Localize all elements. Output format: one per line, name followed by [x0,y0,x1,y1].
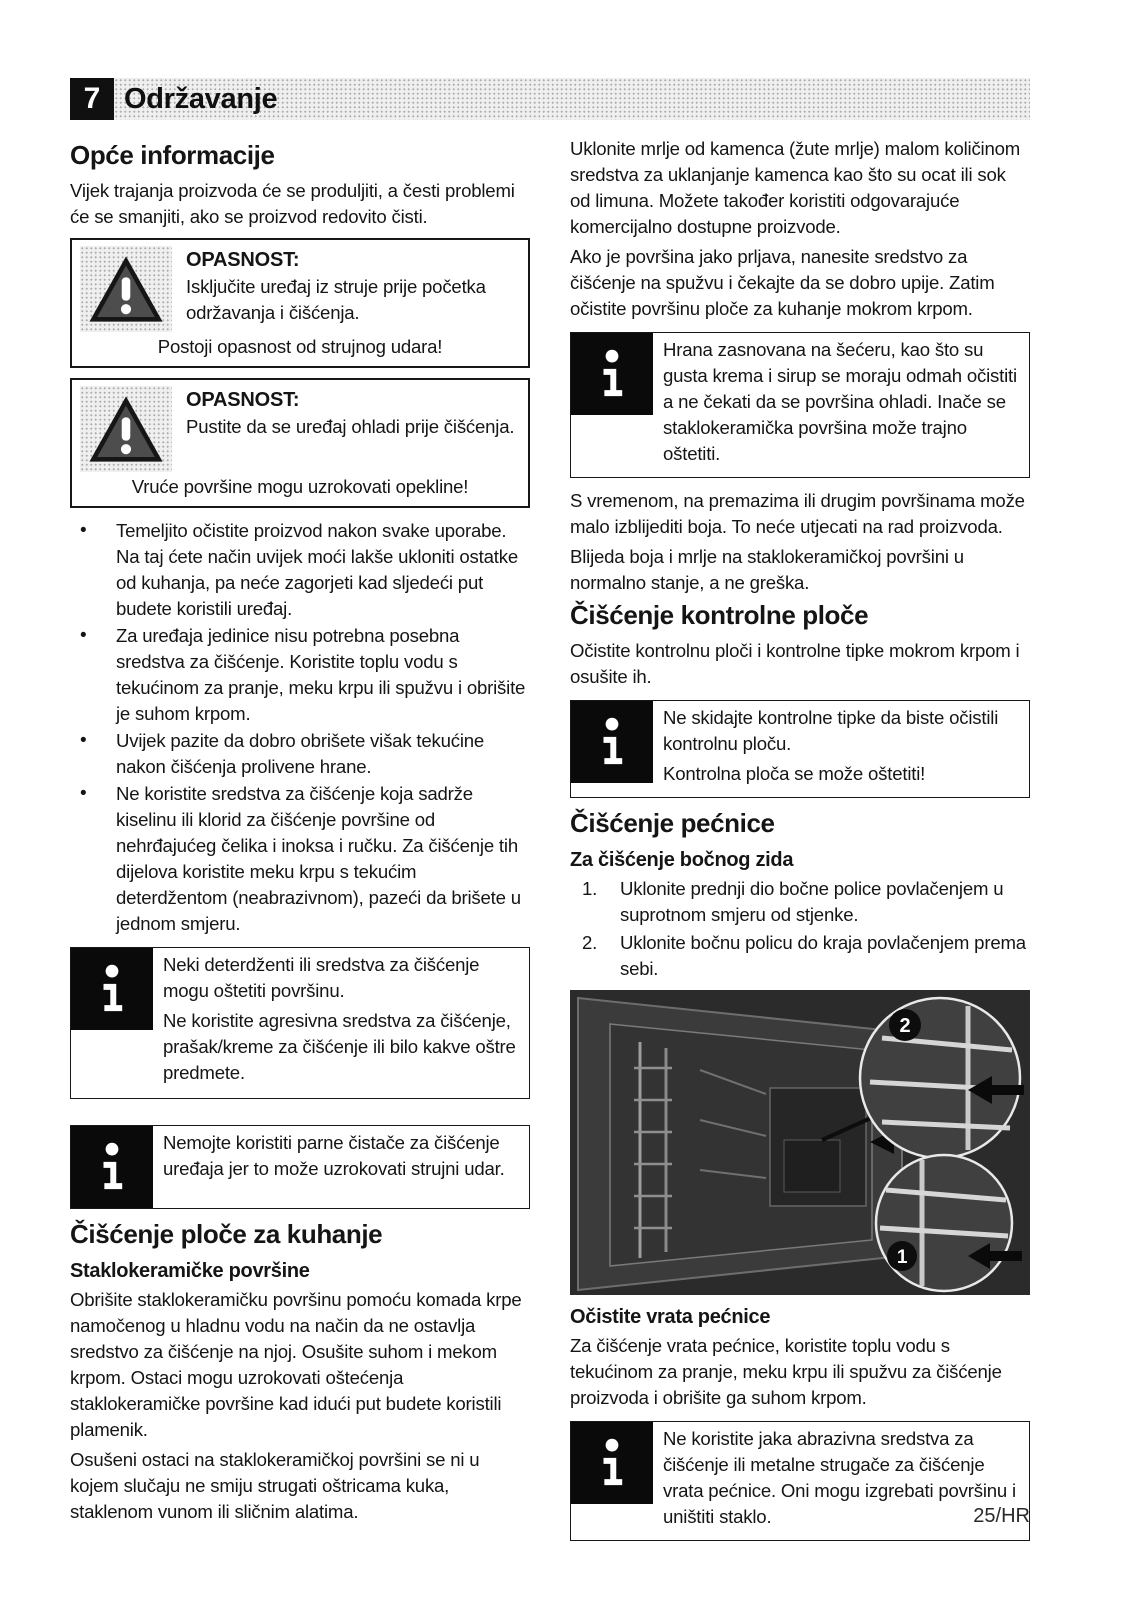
oven-cleaning-figure [570,990,1030,1295]
info-icon [71,948,153,1030]
step-number: 1. [582,878,598,899]
paragraph: Obrišite staklokeramičku površinu pomoću komada krpe namočenog u hladnu vodu na način da ne ostavlja sredstvo za čišćenje na njoj. Osušite suhom i mekom krpom. Ostaci mogu uzrokovati oštećenja staklokeramičke površine kad idući put budete koristili plamenik. [70,1289,522,1440]
danger-content [186,246,520,332]
step-number: 2. [582,932,598,953]
paragraph: S vremenom, na premazima ili drugim površinama može malo izblijediti boja. To neće utjecati na rad proizvoda. [570,490,1025,537]
paragraph: Očistite kontrolnu ploči i kontrolne tipke mokrom krpom i osušite ih. [570,640,1020,687]
chapter-number: 7 [70,78,114,120]
info-text [653,333,1029,477]
danger-content [186,386,520,472]
subheading-side-wall: Za čišćenje bočnog zida [570,849,794,871]
chapter-header [70,78,1030,120]
info-icon [71,1126,153,1208]
intro-paragraph: Vijek trajanja proizvoda će se produljiti, a česti problemi će se smanjiti, ako se proizvod redovito čisti. [70,180,515,227]
info-line: Ne koristite agresivna sredstva za čišćenje, prašak/kreme za čišćenje ili bilo kakve oštre predmete. [163,1010,516,1083]
danger-title: OPASNOST: [186,249,300,271]
list-item: • Za uređaja jedinice nisu potrebna posebna sredstva za čišćenje. Koristite toplu vodu s tekućinom za pranje, meku krpu ili spužvu i obrišite je suhom krpom. [70,623,530,727]
info-line: Ne koristite jaka abrazivna sredstva za čišćenje ili metalne strugače za čišćenje vrata pećnice. Oni mogu izgrebati površinu i uništiti staklo. [663,1428,1016,1527]
right-column [570,136,1030,1551]
warning-triangle-icon [80,246,172,332]
list-item: • Ne koristite sredstva za čišćenje koja sadrže kiselinu ili klorid za čišćenje površine od nehrđajućeg čelika i inoksa i ručku. Za čišćenje tih dijelova koristite meku krpu s tekućim deterdžentom (neabrazivnom), pazeći da brišete u jednom smjeru. [70,781,530,937]
section-heading-control-panel: Čišćenje kontrolne ploče [570,600,869,630]
step-item [570,876,1030,928]
info-box-detergents [70,947,530,1099]
danger-title: OPASNOST: [186,389,300,411]
step-text: Uklonite prednji dio bočne police povlačenjem u suprotnom smjeru od stjenke. [620,878,1004,925]
info-text [153,1126,529,1208]
info-box-steam-cleaners [70,1125,530,1209]
left-column [70,136,530,1551]
list-item: • Temeljito očistite proizvod nakon svake uporabe. Na taj ćete način uvijek moći lakše ukloniti ostatke od kuhanja, pa neće zagorjeti kad sljedeći put budete koristili uređaj. [70,518,530,622]
paragraph: Blijeda boja i mrlje na staklokeramičkoj površini u normalno stanje, a ne greška. [570,546,964,593]
info-line: Kontrolna ploča se može oštetiti! [663,763,926,784]
info-line: Ne skidajte kontrolne tipke da biste očistili kontrolnu ploču. [663,707,999,754]
danger-text: Isključite uređaj iz struje prije početka održavanja i čišćenja. [186,276,486,323]
section-heading-hob-cleaning: Čišćenje ploče za kuhanje [70,1219,383,1249]
magnifier-circle-bottom [876,1155,1012,1291]
info-text [153,948,529,1098]
info-icon [571,1422,653,1504]
warning-triangle-icon [80,386,172,472]
two-column-layout [70,136,1030,1551]
danger-note: Vruće površine mogu uzrokovati opekline! [131,476,469,497]
paragraph: Ako je površina jako prljava, nanesite sredstvo za čišćenje na spužvu i čekajte da se dobro upije. Zatim očistite površinu ploče za kuhanje mokrom krpom. [570,246,995,319]
cleaning-tips-list [70,518,530,937]
section-heading-oven-cleaning: Čišćenje pećnice [570,808,775,838]
step-item [570,930,1030,982]
danger-note: Postoji opasnost od strujnog udara! [157,336,443,357]
side-rack-steps [570,876,1030,982]
info-text [653,701,1029,797]
danger-text: Pustite da se uređaj ohladi prije čišćenja. [186,416,515,437]
info-box-door-abrasives [570,1421,1030,1541]
subheading-oven-door: Očistite vrata pećnice [570,1306,771,1328]
paragraph: Uklonite mrlje od kamenca (žute mrlje) malom količinom sredstva za uklanjanje kamenca kao što su ocat ili sok od limuna. Možete također koristiti odgovarajuće komercijalno dostupne proizvode. [570,138,1021,237]
info-icon [571,701,653,783]
info-line: Hrana zasnovana na šećeru, kao što su gusta krema i sirup se moraju odmah očistiti a ne čekati da se površina ohladi. Inače se staklokeramička površina može trajno oštetiti. [663,339,1017,464]
step-text: Uklonite bočnu policu do kraja povlačenjem prema sebi. [620,932,1026,979]
chapter-title: Održavanje [124,82,278,115]
info-line: Neki deterdženti ili sredstva za čišćenje mogu oštetiti površinu. [163,954,480,1001]
info-box-control-knobs [570,700,1030,798]
danger-box-unplug [70,238,530,368]
paragraph: Osušeni ostaci na staklokeramičkoj površini se ni u kojem slučaju ne smiju strugati oštricama kuka, staklenom vunom ili sličnim alatima. [70,1449,480,1522]
list-item: • Uvijek pazite da dobro obrišete višak tekućine nakon čišćenja prolivene hrane. [70,728,530,780]
callout-number-2: 2 [899,1015,911,1037]
page-number: 25/HR [973,1505,1030,1527]
info-box-sugar-spills [570,332,1030,478]
info-icon [571,333,653,415]
callout-number-1: 1 [896,1247,908,1268]
paragraph: Za čišćenje vrata pećnice, koristite toplu vodu s tekućinom za pranje, meku krpu ili spužvu za čišćenje proizvoda i obrišite ga suhom krpom. [570,1335,1002,1408]
chapter-title-bar [114,78,1030,120]
info-line: Nemojte koristiti parne čistače za čišćenje uređaja jer to može uzrokovati strujni udar. [163,1132,505,1179]
magnifier-circle-top [860,998,1020,1158]
section-heading-general-info: Opće informacije [70,140,275,170]
subheading-glass-ceramic: Staklokeramičke površine [70,1260,310,1282]
danger-box-cool-down [70,378,530,508]
